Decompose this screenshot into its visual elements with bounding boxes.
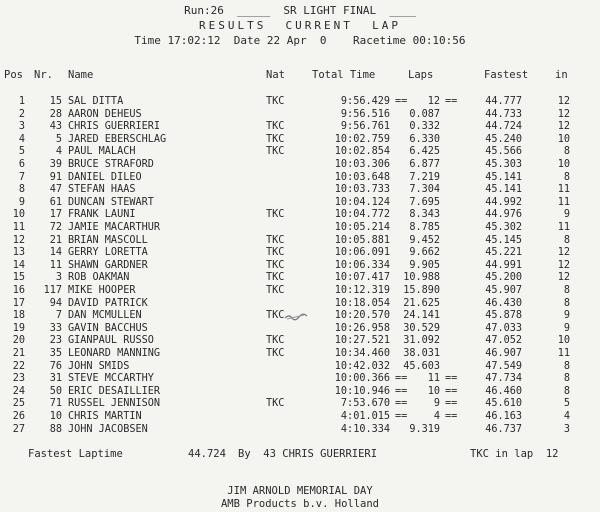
row-nat: TKC (266, 310, 285, 322)
row-marker: == (445, 398, 458, 410)
row-laps: 24.141 (403, 310, 440, 322)
page-title: RESULTS CURRENT LAP (198, 19, 402, 32)
fastest-label: Fastest Laptime (28, 448, 123, 460)
row-fastest: 44.777 (485, 96, 522, 107)
table-row (0, 109, 600, 121)
table-row (0, 323, 600, 335)
row-laps: 15.890 (403, 285, 440, 296)
row-laps: 9.319 (409, 423, 440, 435)
row-total-time: 10:04.772 (334, 209, 390, 221)
row-nat: TKC (266, 96, 285, 107)
row-pos: 23 (12, 373, 25, 385)
row-laps: 10.988 (403, 272, 440, 284)
row-name: DAVID PATRICK (68, 297, 148, 309)
row-total-time: 4:10.334 (340, 423, 390, 435)
row-total-time: 10:04.124 (334, 196, 390, 208)
fastest-in-lap: TKC in lap 12 (470, 448, 559, 460)
row-in-lap: 9 (563, 209, 570, 221)
row-nat: TKC (266, 398, 285, 410)
row-nr: 28 (49, 108, 62, 120)
row-nr: 14 (49, 247, 62, 259)
row-nat: TKC (266, 259, 285, 271)
row-name: RUSSEL JENNISON (68, 398, 161, 410)
table-row (0, 172, 600, 184)
row-total-time: 10:03.306 (334, 159, 390, 170)
row-fastest: 46.737 (485, 423, 522, 435)
row-marker: == (395, 373, 408, 385)
row-name: JARED EBERSCHLAG (68, 133, 167, 145)
row-in-lap: 12 (557, 259, 570, 271)
table-row (0, 335, 600, 347)
row-pos: 4 (18, 133, 25, 145)
row-total-time: 9:56.429 (340, 96, 390, 107)
row-total-time: 10:20.570 (334, 310, 390, 322)
row-laps: 9.662 (409, 247, 440, 259)
row-nr: 5 (55, 133, 62, 145)
row-total-time: 10:06.334 (334, 259, 390, 271)
row-in-lap: 11 (557, 222, 570, 233)
event-name: JIM ARNOLD MEMORIAL DAY (227, 485, 373, 497)
table-row (0, 348, 600, 360)
row-nr: 7 (55, 310, 62, 322)
row-pos: 14 (12, 259, 25, 271)
row-total-time: 10:12.319 (334, 285, 390, 296)
row-nr: 3 (55, 272, 62, 284)
row-nr: 76 (49, 360, 62, 372)
row-in-lap: 8 (563, 234, 570, 246)
row-fastest: 45.303 (485, 159, 522, 170)
row-name: CHRIS MARTIN (68, 411, 142, 422)
row-fastest: 44.992 (485, 196, 522, 208)
row-pos: 17 (12, 297, 25, 309)
row-pos: 18 (12, 310, 25, 322)
row-laps: 7.304 (409, 184, 440, 196)
row-nr: 35 (49, 348, 62, 359)
row-fastest: 44.724 (485, 121, 522, 133)
row-name: CHRIS GUERRIERI (68, 121, 161, 133)
row-laps: 7.695 (409, 196, 440, 208)
row-pos: 2 (18, 108, 25, 120)
row-nat: TKC (266, 348, 285, 359)
col-laps: Laps (408, 69, 434, 81)
row-in-lap: 8 (563, 146, 570, 158)
row-in-lap: 8 (563, 360, 570, 372)
table-row (0, 298, 600, 310)
row-marker: == (395, 96, 408, 107)
table-row (0, 134, 600, 146)
table-row (0, 424, 600, 436)
row-pos: 7 (18, 171, 25, 183)
row-total-time: 10:06.091 (334, 247, 390, 259)
row-fastest: 47.052 (485, 335, 522, 347)
row-laps: 38.031 (403, 348, 440, 359)
row-fastest: 46.430 (485, 297, 522, 309)
row-marker: == (445, 385, 458, 397)
col-nat: Nat (266, 69, 285, 81)
col-total-time: Total Time (312, 69, 376, 81)
row-total-time: 10:02.854 (334, 146, 390, 158)
col-nr: Nr. (34, 69, 53, 81)
row-name: GIANPAUL RUSSO (68, 335, 154, 347)
row-nr: 50 (49, 385, 62, 397)
row-in-lap: 8 (563, 385, 570, 397)
row-name: BRUCE STRAFORD (68, 159, 154, 170)
row-name: MIKE HOOPER (68, 285, 136, 296)
row-laps: 6.425 (409, 146, 440, 158)
row-name: JOHN JACOBSEN (68, 423, 148, 435)
row-nr: 61 (49, 196, 62, 208)
row-total-time: 9:56.761 (340, 121, 390, 133)
row-pos: 27 (12, 423, 25, 435)
row-nat: TKC (266, 247, 285, 259)
row-fastest: 44.976 (485, 209, 522, 221)
row-fastest: 47.734 (485, 373, 522, 385)
row-pos: 6 (18, 159, 25, 170)
row-fastest: 44.733 (485, 108, 522, 120)
row-laps: 6.330 (409, 133, 440, 145)
row-in-lap: 12 (557, 272, 570, 284)
row-fastest: 45.907 (485, 285, 522, 296)
row-marker: == (445, 373, 458, 385)
col-in: in (555, 69, 568, 81)
row-marker: == (395, 385, 408, 397)
row-marker: == (395, 398, 408, 410)
table-row (0, 159, 600, 171)
table-row (0, 146, 600, 158)
row-pos: 1 (18, 96, 25, 107)
company-name: AMB Products b.v. Holland (220, 498, 380, 510)
row-fastest: 45.878 (485, 310, 522, 322)
row-pos: 10 (12, 209, 25, 221)
row-nat: TKC (266, 146, 285, 158)
row-marker: == (445, 411, 458, 422)
row-laps: 12 (427, 96, 440, 107)
row-name: DANIEL DILEO (68, 171, 142, 183)
row-nr: 47 (49, 184, 62, 196)
row-laps: 8.343 (409, 209, 440, 221)
row-name: DAN MCMULLEN (68, 310, 142, 322)
time-line: Time 17:02:12 Date 22 Apr 0 Racetime 00:10:56 (134, 34, 466, 47)
row-fastest: 46.163 (485, 411, 522, 422)
fastest-by: By 43 CHRIS GUERRIERI (238, 448, 378, 460)
row-fastest: 45.141 (485, 171, 522, 183)
row-pos: 8 (18, 184, 25, 196)
row-total-time: 10:05.214 (334, 222, 390, 233)
row-nr: 23 (49, 335, 62, 347)
row-total-time: 10:05.881 (334, 234, 390, 246)
row-total-time: 10:02.759 (334, 133, 390, 145)
row-laps: 0.332 (409, 121, 440, 133)
row-in-lap: 10 (557, 159, 570, 170)
table-row (0, 121, 600, 133)
row-pos: 9 (18, 196, 25, 208)
row-in-lap: 11 (557, 184, 570, 196)
table-row (0, 361, 600, 373)
row-name: SAL DITTA (68, 96, 124, 107)
row-nr: 33 (49, 322, 62, 334)
row-laps: 6.877 (409, 159, 440, 170)
row-in-lap: 9 (563, 322, 570, 334)
table-row (0, 373, 600, 385)
handwritten-scribble (284, 313, 308, 321)
row-fastest: 45.302 (485, 222, 522, 233)
row-nr: 10 (49, 411, 62, 422)
row-nr: 91 (49, 171, 62, 183)
row-nr: 39 (49, 159, 62, 170)
row-in-lap: 12 (557, 247, 570, 259)
row-laps: 0.087 (409, 108, 440, 120)
row-name: LEONARD MANNING (68, 348, 161, 359)
row-in-lap: 9 (563, 310, 570, 322)
row-total-time: 9:56.516 (340, 108, 390, 120)
row-pos: 12 (12, 234, 25, 246)
row-nat: TKC (266, 121, 285, 133)
row-pos: 22 (12, 360, 25, 372)
row-fastest: 47.549 (485, 360, 522, 372)
row-fastest: 45.200 (485, 272, 522, 284)
table-row (0, 386, 600, 398)
row-name: STEVE MCCARTHY (68, 373, 154, 385)
row-nat: TKC (266, 209, 285, 221)
row-fastest: 45.610 (485, 398, 522, 410)
row-laps: 9.452 (409, 234, 440, 246)
row-nr: 4 (55, 146, 62, 158)
row-pos: 16 (12, 285, 25, 296)
row-nat: TKC (266, 272, 285, 284)
table-row (0, 235, 600, 247)
row-total-time: 10:42.032 (334, 360, 390, 372)
row-name: BRIAN MASCOLL (68, 234, 148, 246)
row-in-lap: 4 (563, 411, 570, 422)
row-name: JOHN SMIDS (68, 360, 130, 372)
table-row (0, 197, 600, 209)
row-nr: 11 (49, 259, 62, 271)
row-fastest: 45.141 (485, 184, 522, 196)
table-row (0, 272, 600, 284)
row-laps: 11 (427, 373, 440, 385)
row-name: PAUL MALACH (68, 146, 136, 158)
col-name: Name (68, 69, 94, 81)
row-fastest: 44.991 (485, 259, 522, 271)
row-in-lap: 5 (563, 398, 570, 410)
row-total-time: 10:27.521 (334, 335, 390, 347)
row-pos: 21 (12, 348, 25, 359)
row-laps: 9 (433, 398, 440, 410)
table-row (0, 209, 600, 221)
row-fastest: 45.566 (485, 146, 522, 158)
row-fastest: 46.907 (485, 348, 522, 359)
row-fastest: 46.460 (485, 385, 522, 397)
row-fastest: 45.240 (485, 133, 522, 145)
row-nat: TKC (266, 285, 285, 296)
table-row (0, 222, 600, 234)
table-row (0, 260, 600, 272)
row-in-lap: 12 (557, 108, 570, 120)
row-laps: 31.092 (403, 335, 440, 347)
row-total-time: 10:26.958 (334, 322, 390, 334)
table-row (0, 285, 600, 297)
row-in-lap: 8 (563, 297, 570, 309)
row-in-lap: 11 (557, 348, 570, 359)
row-nr: 117 (43, 285, 62, 296)
row-name: DUNCAN STEWART (68, 196, 154, 208)
row-pos: 3 (18, 121, 25, 133)
col-pos: Pos (4, 69, 23, 81)
row-in-lap: 8 (563, 373, 570, 385)
table-row (0, 96, 600, 108)
row-name: ROB OAKMAN (68, 272, 130, 284)
row-nr: 43 (49, 121, 62, 133)
row-name: FRANK LAUNI (68, 209, 136, 221)
row-total-time: 10:34.460 (334, 348, 390, 359)
row-nr: 72 (49, 222, 62, 233)
row-nat: TKC (266, 133, 285, 145)
row-total-time: 10:07.417 (334, 272, 390, 284)
row-pos: 19 (12, 322, 25, 334)
row-pos: 11 (12, 222, 25, 233)
row-fastest: 47.033 (485, 322, 522, 334)
table-row (0, 247, 600, 259)
row-pos: 26 (12, 411, 25, 422)
row-in-lap: 10 (557, 335, 570, 347)
table-row (0, 184, 600, 196)
row-nr: 31 (49, 373, 62, 385)
row-in-lap: 8 (563, 171, 570, 183)
row-pos: 20 (12, 335, 25, 347)
row-total-time: 4:01.015 (340, 411, 390, 422)
row-total-time: 10:03.733 (334, 184, 390, 196)
row-nat: TKC (266, 234, 285, 246)
row-nr: 71 (49, 398, 62, 410)
row-name: AARON DEHEUS (68, 108, 142, 120)
row-laps: 8.785 (409, 222, 440, 233)
row-name: SHAWN GARDNER (68, 259, 148, 271)
row-nat: TKC (266, 335, 285, 347)
row-name: GERRY LORETTA (68, 247, 148, 259)
row-marker: == (445, 96, 458, 107)
row-pos: 25 (12, 398, 25, 410)
row-pos: 5 (18, 146, 25, 158)
row-name: STEFAN HAAS (68, 184, 136, 196)
row-total-time: 10:03.648 (334, 171, 390, 183)
row-laps: 9.905 (409, 259, 440, 271)
fastest-time: 44.724 (188, 448, 226, 460)
row-in-lap: 10 (557, 133, 570, 145)
row-total-time: 7:53.670 (340, 398, 390, 410)
row-name: ERIC DESAILLIER (68, 385, 161, 397)
row-laps: 45.603 (403, 360, 440, 372)
row-in-lap: 11 (557, 196, 570, 208)
row-in-lap: 3 (563, 423, 570, 435)
row-laps: 10 (427, 385, 440, 397)
table-row (0, 398, 600, 410)
row-name: GAVIN BACCHUS (68, 322, 148, 334)
row-pos: 15 (12, 272, 25, 284)
row-marker: == (395, 411, 408, 422)
row-laps: 30.529 (403, 322, 440, 334)
row-nr: 21 (49, 234, 62, 246)
row-total-time: 10:00.366 (334, 373, 390, 385)
row-in-lap: 8 (563, 285, 570, 296)
run-line: Run:26 _____ SR LIGHT FINAL ____ (184, 4, 416, 17)
row-pos: 24 (12, 385, 25, 397)
row-total-time: 10:10.946 (334, 385, 390, 397)
row-laps: 7.219 (409, 171, 440, 183)
row-nr: 94 (49, 297, 62, 309)
row-laps: 4 (433, 411, 440, 422)
row-fastest: 45.221 (485, 247, 522, 259)
row-nr: 17 (49, 209, 62, 221)
row-fastest: 45.145 (485, 234, 522, 246)
row-name: JAMIE MACARTHUR (68, 222, 161, 233)
table-row (0, 411, 600, 423)
row-pos: 13 (12, 247, 25, 259)
row-total-time: 10:18.054 (334, 297, 390, 309)
row-in-lap: 12 (557, 121, 570, 133)
col-fastest: Fastest (484, 69, 529, 81)
row-nr: 15 (49, 96, 62, 107)
row-laps: 21.625 (403, 297, 440, 309)
row-in-lap: 12 (557, 96, 570, 107)
row-nr: 88 (49, 423, 62, 435)
